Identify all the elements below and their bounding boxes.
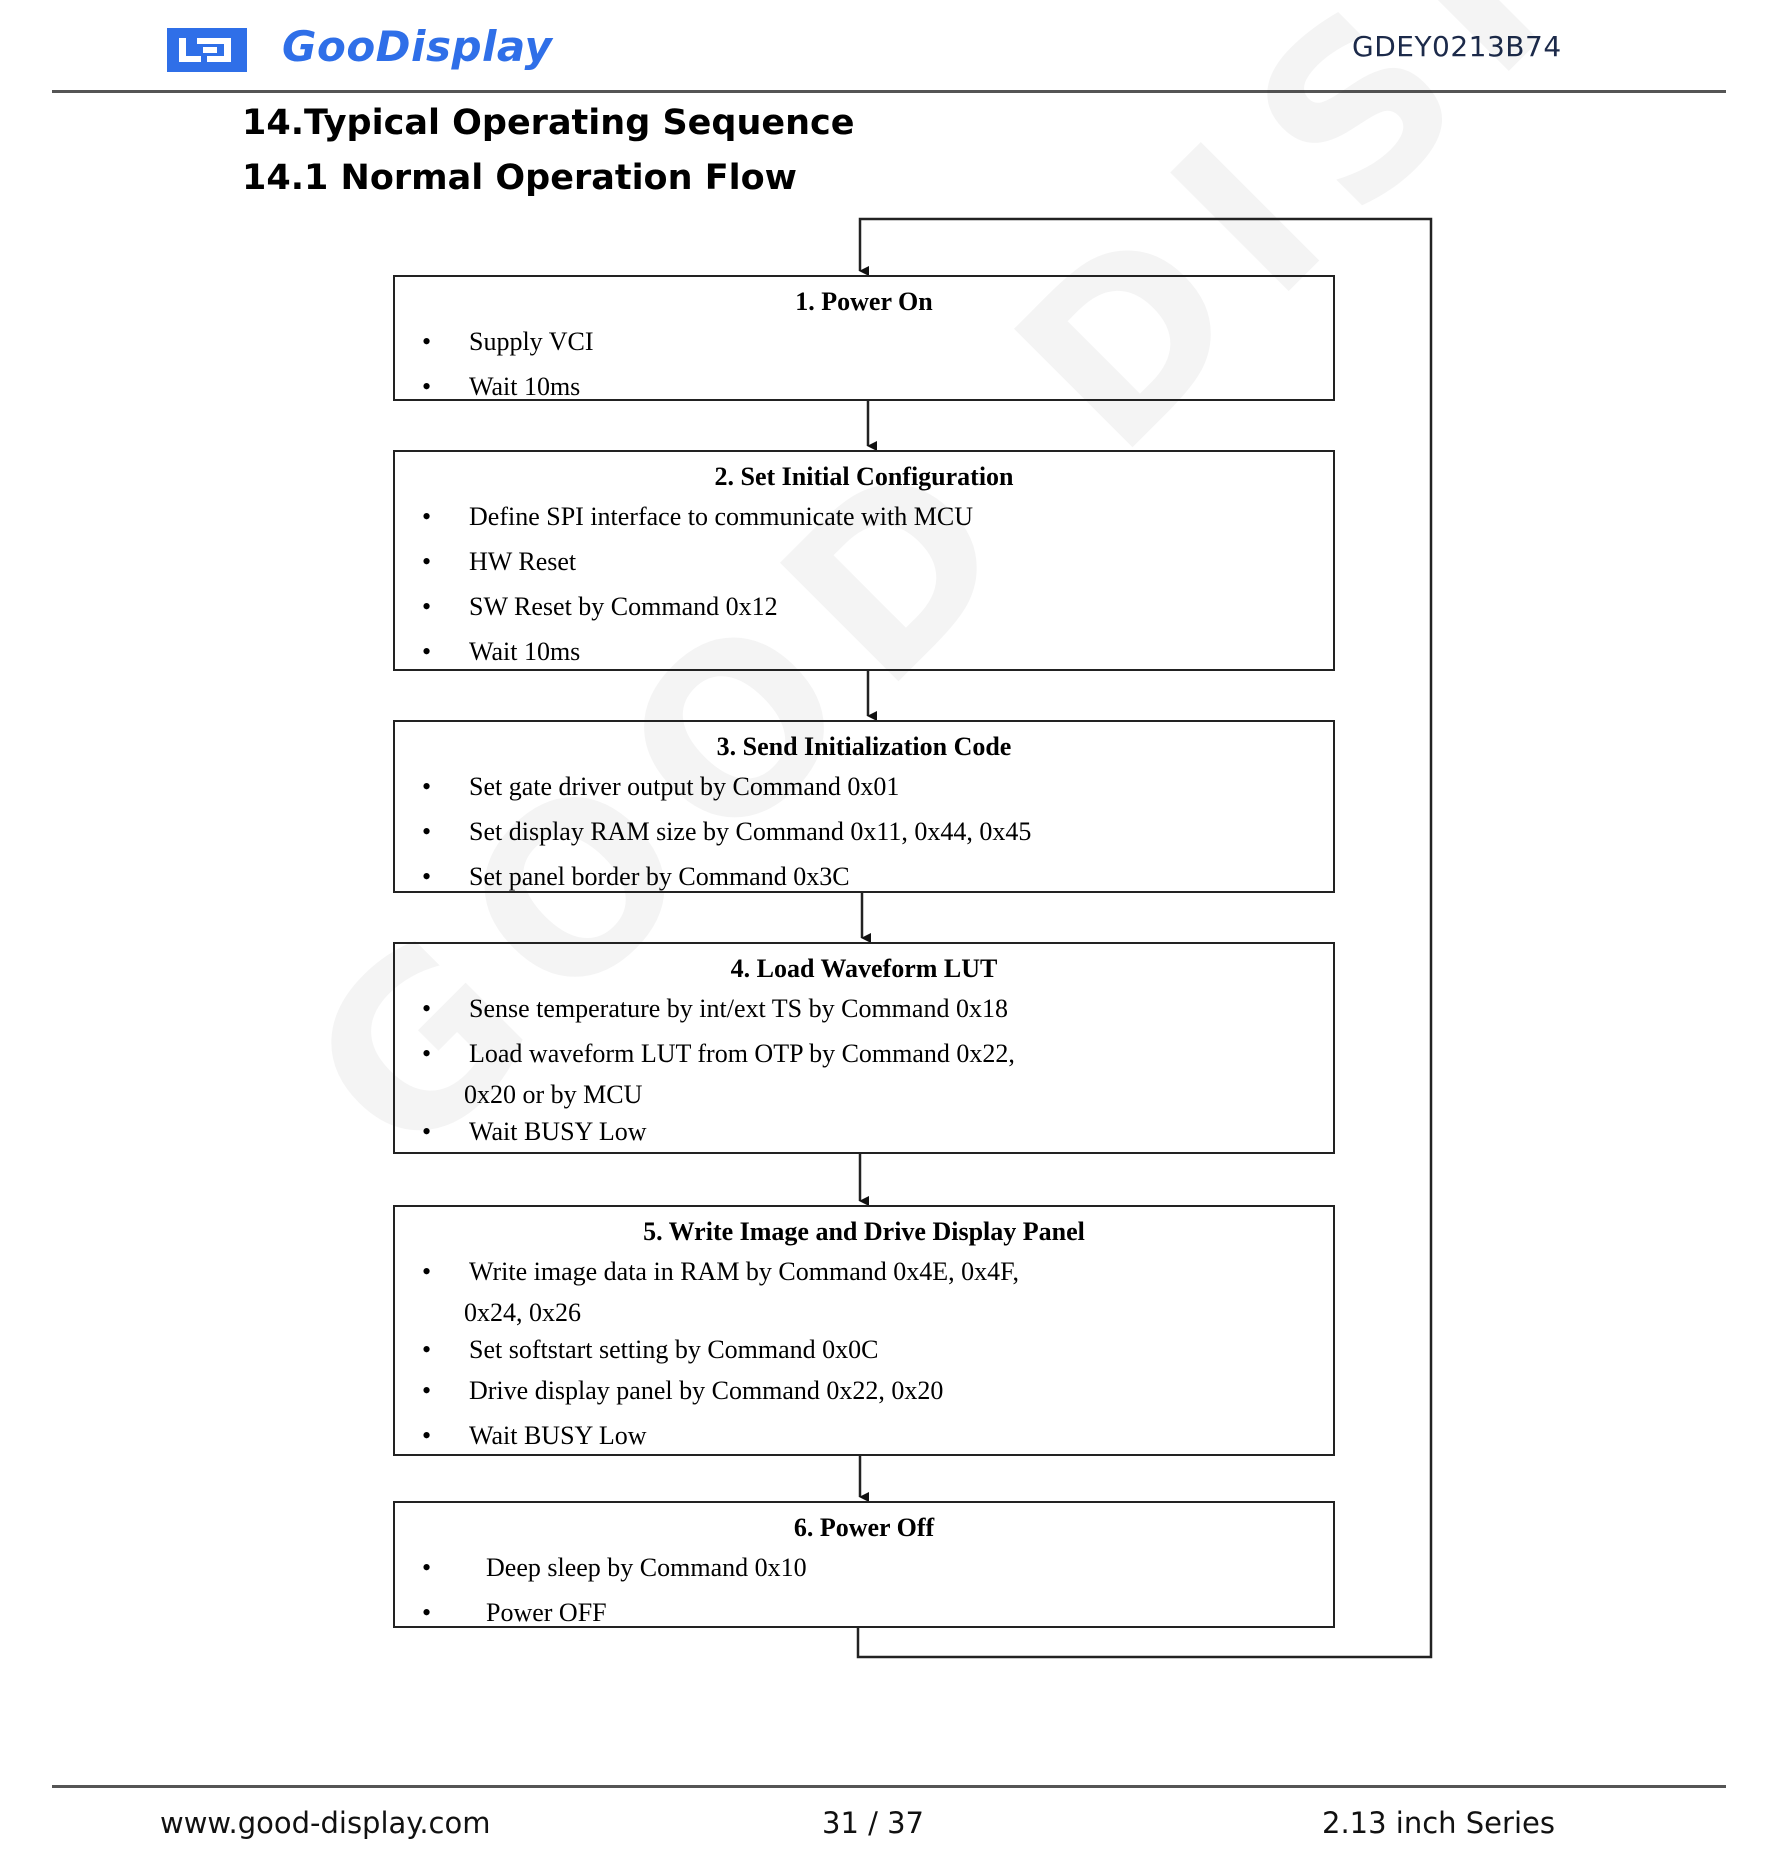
bullet-icon: •: [422, 862, 432, 891]
step-title: 3. Send Initialization Code: [716, 732, 1012, 761]
bullet-icon: •: [422, 772, 432, 801]
step-item-text: Wait BUSY Low: [469, 1117, 647, 1146]
bullet-icon: •: [422, 637, 432, 666]
step-item-text: Sense temperature by int/ext TS by Command 0x18: [469, 994, 1008, 1023]
step-item: [395, 1413, 1333, 1458]
bullet-icon: •: [422, 372, 432, 401]
footer-divider: [52, 1785, 1726, 1788]
flow-step-power-on: [393, 275, 1335, 401]
step-item: [395, 1113, 1333, 1150]
step-item-text: Write image data in RAM by Command 0x4E, 0x4F,: [469, 1257, 1020, 1286]
flow-step-initial-configuration: [393, 450, 1335, 671]
bullet-icon: •: [422, 502, 432, 531]
step-item: [395, 1368, 1333, 1413]
step-item: [395, 629, 1333, 674]
step-item-text: Load waveform LUT from OTP by Command 0x22,: [469, 1039, 1015, 1068]
bullet-icon: •: [422, 592, 432, 621]
step-item: [395, 854, 1333, 899]
step-item-text: Set gate driver output by Command 0x01: [469, 772, 900, 801]
flow-step-initialization-code: [393, 720, 1335, 893]
page-number: 31 / 37: [822, 1806, 925, 1840]
step-item: [395, 1331, 1333, 1368]
bullet-icon: •: [422, 1039, 432, 1068]
step-item-continuation: 0x24, 0x26: [464, 1298, 581, 1327]
footer-website: www.good-display.com: [160, 1806, 491, 1840]
step-item-text: Wait BUSY Low: [469, 1421, 647, 1450]
step-item: [395, 1590, 1333, 1635]
footer-series: 2.13 inch Series: [1322, 1806, 1555, 1840]
step-item-text: Define SPI interface to communicate with MCU: [469, 502, 973, 531]
step-item: [395, 1031, 1333, 1113]
bullet-icon: •: [422, 994, 432, 1023]
brand-name: GooDisplay: [282, 22, 553, 71]
step-item: [395, 764, 1333, 809]
step-item-text: HW Reset: [469, 547, 577, 576]
step-item-text: Drive display panel by Command 0x22, 0x20: [469, 1376, 944, 1405]
subsection-heading: 14.1 Normal Operation Flow: [242, 158, 797, 198]
step-item: [395, 584, 1333, 629]
bullet-icon: •: [422, 1598, 432, 1627]
flow-step-power-off: [393, 1501, 1335, 1628]
section-heading: 14.Typical Operating Sequence: [242, 103, 855, 143]
bullet-icon: •: [422, 1335, 432, 1364]
flow-step-load-waveform-lut: [393, 942, 1335, 1154]
step-title: 1. Power On: [795, 287, 933, 316]
bullet-icon: •: [422, 327, 432, 356]
step-title: 2. Set Initial Configuration: [714, 462, 1014, 491]
step-title: 4. Load Waveform LUT: [730, 954, 998, 983]
step-item: [395, 1249, 1333, 1331]
step-item: [395, 494, 1333, 539]
step-item-text: SW Reset by Command 0x12: [469, 592, 778, 621]
step-item-text: Set display RAM size by Command 0x11, 0x44, 0x45: [469, 817, 1032, 846]
bullet-icon: •: [422, 1117, 432, 1146]
step-item-text: Set softstart setting by Command 0x0C: [469, 1335, 879, 1364]
bullet-icon: •: [422, 547, 432, 576]
step-item-text: Deep sleep by Command 0x10: [486, 1553, 807, 1582]
bullet-icon: •: [422, 1553, 432, 1582]
bullet-icon: •: [422, 817, 432, 846]
step-item-text: Supply VCI: [469, 327, 594, 356]
step-item-text: Set panel border by Command 0x3C: [469, 862, 850, 891]
step-item-text: Power OFF: [486, 1598, 607, 1627]
bullet-icon: •: [422, 1421, 432, 1450]
step-item-continuation: 0x20 or by MCU: [464, 1080, 643, 1109]
step-item: [395, 364, 1333, 409]
step-item: [395, 1545, 1333, 1590]
step-item: [395, 319, 1333, 364]
step-item: [395, 986, 1333, 1031]
step-item-text: Wait 10ms: [469, 637, 581, 666]
step-item: [395, 539, 1333, 584]
step-item: [395, 809, 1333, 854]
bullet-icon: •: [422, 1257, 432, 1286]
step-title: 5. Write Image and Drive Display Panel: [643, 1217, 1085, 1246]
flow-step-write-image-drive-panel: [393, 1205, 1335, 1456]
bullet-icon: •: [422, 1376, 432, 1405]
step-item-text: Wait 10ms: [469, 372, 581, 401]
part-number: GDEY0213B74: [1352, 30, 1562, 63]
step-title: 6. Power Off: [793, 1513, 935, 1542]
